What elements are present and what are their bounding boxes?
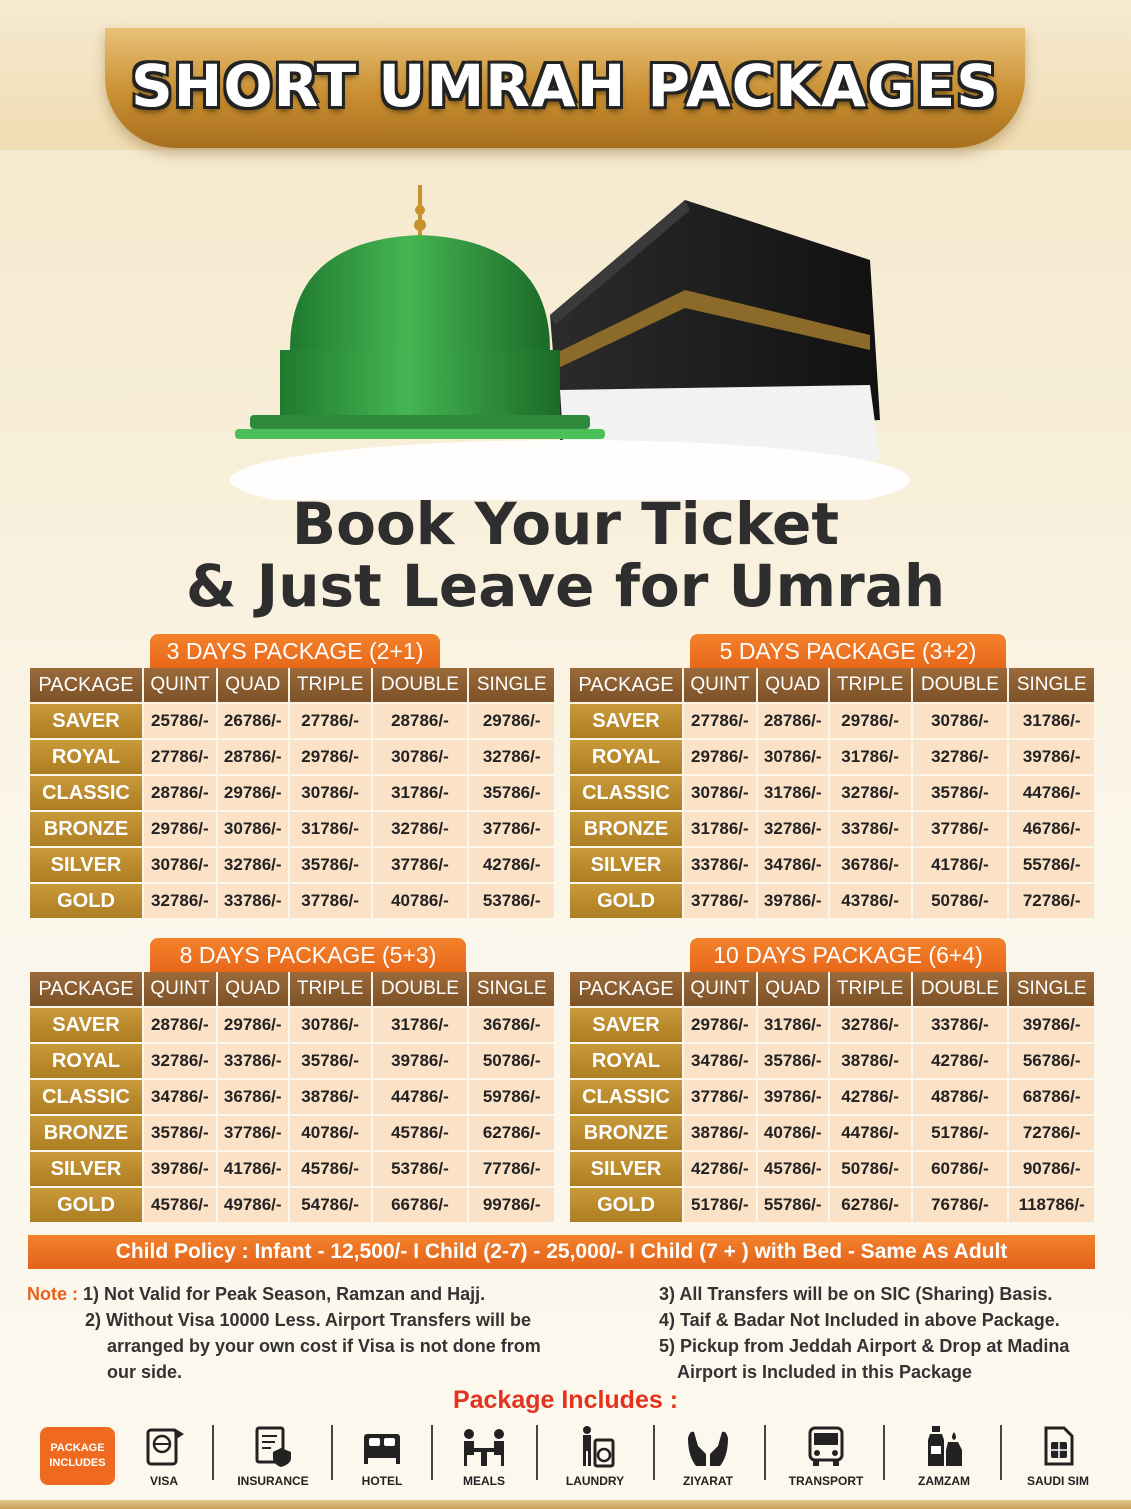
price-cell: 45786/- — [144, 1188, 216, 1222]
tier-label: GOLD — [570, 884, 682, 918]
price-cell: 41786/- — [913, 848, 1008, 882]
price-cell: 40786/- — [373, 884, 468, 918]
note-line: 5) Pickup from Jeddah Airport & Drop at Madina — [659, 1336, 1070, 1356]
price-cell: 31786/- — [758, 776, 828, 810]
price-cell: 28786/- — [218, 740, 288, 774]
note-line: 1) Not Valid for Peak Season, Ramzan and Hajj. — [83, 1284, 486, 1304]
table-header-row — [30, 668, 554, 702]
dining-icon — [459, 1424, 509, 1468]
price-cell: 34786/- — [684, 1044, 756, 1078]
price-cell: 33786/- — [830, 812, 911, 846]
include-meals — [434, 1424, 534, 1488]
price-table — [568, 970, 1096, 1224]
price-cell: 42786/- — [469, 848, 554, 882]
note-line: 4) Taif & Badar Not Included in above Package. — [659, 1310, 1060, 1330]
price-cell: 34786/- — [758, 848, 828, 882]
table-row — [570, 776, 1094, 810]
table-header-row — [570, 972, 1094, 1006]
tier-label: SAVER — [30, 1008, 142, 1042]
include-label: SAUDI SIM — [1026, 1474, 1089, 1488]
price-cell: 29786/- — [469, 704, 554, 738]
price-cell: 35786/- — [290, 1044, 371, 1078]
page-title: SHORT UMRAH PACKAGES — [131, 52, 999, 120]
table-row — [30, 1044, 554, 1078]
price-cell: 37786/- — [218, 1116, 288, 1150]
price-cell: 32786/- — [144, 1044, 216, 1078]
tagline-line-2: & Just Leave for Umrah — [185, 552, 946, 620]
bus-icon — [804, 1424, 848, 1468]
package-includes-badge — [40, 1427, 115, 1485]
price-cell: 39786/- — [758, 1080, 828, 1114]
price-cell: 54786/- — [290, 1188, 371, 1222]
price-cell: 118786/- — [1009, 1188, 1094, 1222]
price-cell: 49786/- — [218, 1188, 288, 1222]
praying-hands-icon — [684, 1424, 732, 1468]
include-label: TRANSPORT — [788, 1474, 864, 1488]
price-cell: 38786/- — [684, 1116, 756, 1150]
price-cell: 31786/- — [290, 812, 371, 846]
price-table — [28, 666, 556, 920]
note-line: 2) Without Visa 10000 Less. Airport Transfers will be — [85, 1310, 531, 1330]
water-bottle-icon — [922, 1424, 966, 1468]
tier-label: ROYAL — [570, 1044, 682, 1078]
table-row — [30, 776, 554, 810]
child-policy-bar: Child Policy : Infant - 12,500/- I Child (2-7) - 25,000/- I Child (7 + ) with Bed - Same As Adult — [28, 1235, 1095, 1269]
price-cell: 50786/- — [830, 1152, 911, 1186]
tier-label: BRONZE — [30, 812, 142, 846]
price-cell: 42786/- — [913, 1044, 1008, 1078]
column-header: QUAD — [758, 972, 828, 1006]
include-zamzam — [894, 1424, 994, 1488]
price-cell: 30786/- — [913, 704, 1008, 738]
table-row — [30, 740, 554, 774]
tier-label: GOLD — [30, 884, 142, 918]
price-cell: 36786/- — [469, 1008, 554, 1042]
price-cell: 36786/- — [830, 848, 911, 882]
tier-label: SAVER — [570, 704, 682, 738]
column-header: PACKAGE — [570, 668, 682, 702]
price-cell: 37786/- — [290, 884, 371, 918]
sim-card-icon — [1036, 1424, 1080, 1468]
price-cell: 53786/- — [373, 1152, 468, 1186]
price-cell: 39786/- — [144, 1152, 216, 1186]
tier-label: SAVER — [30, 704, 142, 738]
price-cell: 35786/- — [758, 1044, 828, 1078]
price-cell: 45786/- — [758, 1152, 828, 1186]
price-cell: 38786/- — [830, 1044, 911, 1078]
green-dome-icon — [235, 185, 605, 439]
tier-label: GOLD — [30, 1188, 142, 1222]
price-table — [568, 666, 1096, 920]
package-title: 10 DAYS PACKAGE (6+4) — [690, 938, 1006, 972]
price-cell: 31786/- — [684, 812, 756, 846]
price-cell: 30786/- — [290, 776, 371, 810]
notes-left — [27, 1281, 541, 1385]
table-row — [570, 1188, 1094, 1222]
price-cell: 44786/- — [373, 1080, 468, 1114]
price-cell: 30786/- — [758, 740, 828, 774]
price-cell: 28786/- — [373, 704, 468, 738]
price-cell: 72786/- — [1009, 1116, 1094, 1150]
price-cell: 66786/- — [373, 1188, 468, 1222]
column-header: QUINT — [144, 668, 216, 702]
price-cell: 31786/- — [830, 740, 911, 774]
column-header: SINGLE — [469, 972, 554, 1006]
price-cell: 53786/- — [469, 884, 554, 918]
price-cell: 30786/- — [218, 812, 288, 846]
price-cell: 48786/- — [913, 1080, 1008, 1114]
table-row — [30, 848, 554, 882]
price-cell: 68786/- — [1009, 1080, 1094, 1114]
column-header: TRIPLE — [290, 972, 371, 1006]
tier-label: SILVER — [570, 848, 682, 882]
table-row — [570, 1152, 1094, 1186]
price-cell: 37786/- — [913, 812, 1008, 846]
price-cell: 35786/- — [469, 776, 554, 810]
price-cell: 39786/- — [758, 884, 828, 918]
include-saudi-sim — [1008, 1424, 1108, 1488]
price-cell: 27786/- — [144, 740, 216, 774]
price-cell: 39786/- — [373, 1044, 468, 1078]
price-cell: 29786/- — [144, 812, 216, 846]
badge-line: INCLUDES — [49, 1457, 106, 1469]
divider — [883, 1425, 885, 1480]
price-cell: 32786/- — [830, 1008, 911, 1042]
divider — [536, 1425, 538, 1480]
table-row — [570, 812, 1094, 846]
price-cell: 35786/- — [913, 776, 1008, 810]
price-cell: 37786/- — [373, 848, 468, 882]
passport-icon — [142, 1424, 186, 1468]
price-cell: 29786/- — [684, 1008, 756, 1042]
price-cell: 45786/- — [373, 1116, 468, 1150]
table-row — [570, 884, 1094, 918]
tier-label: BRONZE — [570, 1116, 682, 1150]
tier-label: ROYAL — [570, 740, 682, 774]
price-cell: 76786/- — [913, 1188, 1008, 1222]
price-cell: 41786/- — [218, 1152, 288, 1186]
tier-label: ROYAL — [30, 1044, 142, 1078]
price-cell: 56786/- — [1009, 1044, 1094, 1078]
tier-label: BRONZE — [30, 1116, 142, 1150]
price-cell: 51786/- — [684, 1188, 756, 1222]
price-cell: 77786/- — [469, 1152, 554, 1186]
package-includes-title: Package Includes : — [452, 1386, 679, 1414]
column-header: QUAD — [218, 972, 288, 1006]
note-line: Airport is Included in this Package — [677, 1362, 973, 1382]
note-line: 3) All Transfers will be on SIC (Sharing) Basis. — [659, 1284, 1053, 1304]
table-row — [30, 812, 554, 846]
price-cell: 27786/- — [290, 704, 371, 738]
price-cell: 45786/- — [290, 1152, 371, 1186]
price-cell: 33786/- — [218, 884, 288, 918]
price-cell: 32786/- — [373, 812, 468, 846]
divider — [764, 1425, 766, 1480]
include-label: MEALS — [463, 1474, 505, 1488]
price-cell: 34786/- — [144, 1080, 216, 1114]
price-cell: 50786/- — [913, 884, 1008, 918]
include-label: VISA — [149, 1474, 178, 1488]
price-cell: 36786/- — [218, 1080, 288, 1114]
tier-label: CLASSIC — [570, 776, 682, 810]
price-cell: 29786/- — [218, 1008, 288, 1042]
price-cell: 43786/- — [830, 884, 911, 918]
column-header: TRIPLE — [830, 972, 911, 1006]
tier-label: CLASSIC — [30, 776, 142, 810]
include-label: ZIYARAT — [682, 1474, 733, 1488]
table-row — [30, 1008, 554, 1042]
include-label: ZAMZAM — [918, 1474, 970, 1488]
price-cell: 59786/- — [469, 1080, 554, 1114]
price-cell: 37786/- — [684, 1080, 756, 1114]
price-cell: 39786/- — [1009, 1008, 1094, 1042]
price-cell: 39786/- — [1009, 740, 1094, 774]
price-cell: 32786/- — [830, 776, 911, 810]
price-cell: 44786/- — [830, 1116, 911, 1150]
note-label: Note : — [27, 1284, 78, 1304]
price-cell: 35786/- — [144, 1116, 216, 1150]
column-header: DOUBLE — [913, 972, 1008, 1006]
note-line: arranged by your own cost if Visa is not done from — [107, 1336, 541, 1356]
price-cell: 40786/- — [758, 1116, 828, 1150]
table-row — [570, 1008, 1094, 1042]
price-cell: 62786/- — [469, 1116, 554, 1150]
column-header: SINGLE — [1009, 668, 1094, 702]
price-cell: 29786/- — [684, 740, 756, 774]
price-cell: 44786/- — [1009, 776, 1094, 810]
include-transport — [776, 1424, 876, 1488]
price-cell: 30786/- — [684, 776, 756, 810]
column-header: DOUBLE — [373, 668, 468, 702]
column-header: SINGLE — [1009, 972, 1094, 1006]
column-header: PACKAGE — [570, 972, 682, 1006]
tier-label: SILVER — [570, 1152, 682, 1186]
include-ziyarat — [658, 1424, 758, 1488]
table-row — [30, 1080, 554, 1114]
price-cell: 42786/- — [830, 1080, 911, 1114]
price-cell: 46786/- — [1009, 812, 1094, 846]
table-row — [570, 1080, 1094, 1114]
tier-label: SILVER — [30, 848, 142, 882]
price-cell: 27786/- — [684, 704, 756, 738]
column-header: QUAD — [218, 668, 288, 702]
table-row — [30, 884, 554, 918]
table-row — [570, 740, 1094, 774]
price-cell: 38786/- — [290, 1080, 371, 1114]
price-cell: 32786/- — [913, 740, 1008, 774]
price-cell: 90786/- — [1009, 1152, 1094, 1186]
laundry-icon — [573, 1424, 617, 1468]
include-insurance — [223, 1424, 323, 1488]
price-cell: 32786/- — [469, 740, 554, 774]
package-title: 5 DAYS PACKAGE (3+2) — [690, 634, 1006, 668]
divider — [653, 1425, 655, 1480]
price-cell: 29786/- — [218, 776, 288, 810]
insurance-icon — [251, 1424, 295, 1468]
column-header: QUINT — [144, 972, 216, 1006]
column-header: TRIPLE — [290, 668, 371, 702]
package-title: 3 DAYS PACKAGE (2+1) — [150, 634, 440, 668]
price-cell: 30786/- — [144, 848, 216, 882]
footer-band — [0, 1500, 1131, 1509]
column-header: SINGLE — [469, 668, 554, 702]
include-visa — [114, 1424, 214, 1488]
tier-label: CLASSIC — [570, 1080, 682, 1114]
price-cell: 31786/- — [373, 776, 468, 810]
price-cell: 29786/- — [830, 704, 911, 738]
price-cell: 25786/- — [144, 704, 216, 738]
price-cell: 37786/- — [684, 884, 756, 918]
price-cell: 50786/- — [469, 1044, 554, 1078]
column-header: DOUBLE — [373, 972, 468, 1006]
price-table — [28, 970, 556, 1224]
notes-right — [659, 1281, 1069, 1385]
column-header: QUINT — [684, 668, 756, 702]
tier-label: SAVER — [570, 1008, 682, 1042]
price-cell: 28786/- — [144, 1008, 216, 1042]
badge-line: PACKAGE — [50, 1442, 105, 1454]
bed-icon — [360, 1424, 404, 1468]
table-row — [30, 704, 554, 738]
price-cell: 55786/- — [1009, 848, 1094, 882]
price-cell: 33786/- — [913, 1008, 1008, 1042]
price-cell: 28786/- — [758, 704, 828, 738]
price-cell: 51786/- — [913, 1116, 1008, 1150]
price-cell: 32786/- — [758, 812, 828, 846]
tier-label: CLASSIC — [30, 1080, 142, 1114]
price-cell: 31786/- — [1009, 704, 1094, 738]
price-cell: 26786/- — [218, 704, 288, 738]
table-header-row — [570, 668, 1094, 702]
divider — [212, 1425, 214, 1480]
price-cell: 35786/- — [290, 848, 371, 882]
price-cell: 31786/- — [758, 1008, 828, 1042]
table-row — [30, 1152, 554, 1186]
table-row — [570, 704, 1094, 738]
tier-label: SILVER — [30, 1152, 142, 1186]
price-cell: 37786/- — [469, 812, 554, 846]
table-header-row — [30, 972, 554, 1006]
column-header: PACKAGE — [30, 668, 142, 702]
tier-label: BRONZE — [570, 812, 682, 846]
column-header: PACKAGE — [30, 972, 142, 1006]
price-cell: 31786/- — [373, 1008, 468, 1042]
price-cell: 33786/- — [684, 848, 756, 882]
column-header: DOUBLE — [913, 668, 1008, 702]
tagline-line-1: Book Your Ticket — [291, 490, 840, 558]
table-row — [570, 1044, 1094, 1078]
table-row — [30, 1116, 554, 1150]
price-cell: 40786/- — [290, 1116, 371, 1150]
price-cell: 99786/- — [469, 1188, 554, 1222]
column-header: QUAD — [758, 668, 828, 702]
price-cell: 33786/- — [218, 1044, 288, 1078]
divider — [1000, 1425, 1002, 1480]
dome-and-kaaba-illustration — [230, 180, 910, 500]
include-hotel — [332, 1424, 432, 1488]
include-label: INSURANCE — [237, 1474, 309, 1488]
include-label: LAUNDRY — [565, 1474, 625, 1488]
table-row — [570, 1116, 1094, 1150]
price-cell: 42786/- — [684, 1152, 756, 1186]
table-row — [570, 848, 1094, 882]
price-cell: 60786/- — [913, 1152, 1008, 1186]
table-row — [30, 1188, 554, 1222]
include-label: HOTEL — [361, 1474, 403, 1488]
column-header: QUINT — [684, 972, 756, 1006]
price-cell: 32786/- — [218, 848, 288, 882]
column-header: TRIPLE — [830, 668, 911, 702]
price-cell: 32786/- — [144, 884, 216, 918]
tier-label: GOLD — [570, 1188, 682, 1222]
package-title: 8 DAYS PACKAGE (5+3) — [150, 938, 466, 972]
note-line: our side. — [107, 1362, 183, 1382]
divider — [431, 1425, 433, 1480]
tier-label: ROYAL — [30, 740, 142, 774]
price-cell: 29786/- — [290, 740, 371, 774]
price-cell: 55786/- — [758, 1188, 828, 1222]
price-cell: 72786/- — [1009, 884, 1094, 918]
include-laundry — [545, 1424, 645, 1488]
price-cell: 28786/- — [144, 776, 216, 810]
price-cell: 62786/- — [830, 1188, 911, 1222]
price-cell: 30786/- — [373, 740, 468, 774]
price-cell: 30786/- — [290, 1008, 371, 1042]
